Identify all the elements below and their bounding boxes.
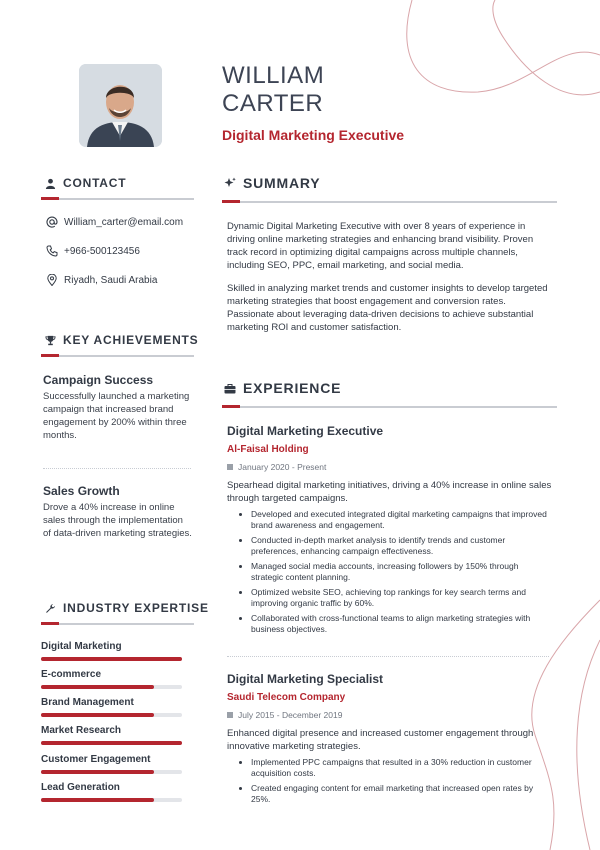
- expertise-heading-label: INDUSTRY EXPERTISE: [63, 601, 209, 615]
- skill-name: Digital Marketing: [41, 641, 122, 652]
- skill-item: [41, 725, 182, 745]
- job-dates-text: January 2020 - Present: [238, 462, 327, 472]
- at-icon: [46, 216, 58, 228]
- summary-rule: [222, 201, 557, 203]
- trophy-icon: [45, 335, 56, 346]
- job-bullet: • Developed and executed integrated digital marketing campaigns that improved brand awareness and engagement.: [251, 509, 552, 531]
- skill-bar: [41, 657, 182, 661]
- skill-bar: [41, 770, 182, 774]
- job-bullet: • Managed social media accounts, increasing followers by 150% through strategic content planning.: [251, 561, 552, 583]
- wrench-icon: [45, 603, 56, 614]
- summary-paragraph: Dynamic Digital Marketing Executive with over 8 years of experience in driving online marketing strategies and enhancing brand visibility. Proven track record in optimizing digital campaigns across multiple channels, including SEO, PPC, email marketing, and social media.: [227, 221, 534, 271]
- experience-heading-label: EXPERIENCE: [243, 380, 342, 396]
- job-bullets: [227, 757, 552, 805]
- job-bullet: • Created engaging content for email marketing that increased open rates by 25%.: [251, 783, 552, 805]
- calendar-icon: [227, 464, 233, 470]
- job-divider: [227, 656, 549, 657]
- job-bullet: • Optimized website SEO, achieving top rankings for key search terms and improving organic traffic by 60%.: [251, 587, 552, 609]
- achievement-item: [43, 484, 193, 540]
- job-company: Al-Faisal Holding: [227, 444, 309, 455]
- job-intro: Enhanced digital presence and increased customer engagement through innovative marketing strategies.: [227, 728, 534, 752]
- achievements-heading-label: KEY ACHIEVEMENTS: [63, 333, 199, 347]
- contact-email[interactable]: [46, 216, 183, 228]
- job-bullet: • Conducted in-depth market analysis to identify trends and customer preferences, enhancing campaign effectiveness.: [251, 535, 552, 557]
- contact-heading-label: CONTACT: [63, 176, 127, 190]
- skill-bar-fill: [41, 685, 154, 689]
- skill-name: Lead Generation: [41, 782, 120, 793]
- skill-item: [41, 697, 182, 717]
- calendar-icon: [227, 712, 233, 718]
- skill-bar: [41, 741, 182, 745]
- skill-bar: [41, 713, 182, 717]
- job-title: Digital Marketing Specialist: [227, 672, 384, 686]
- location-pin-icon: [46, 274, 58, 286]
- skill-bar: [41, 798, 182, 802]
- phone-icon: [46, 245, 58, 257]
- skill-name: E-commerce: [41, 669, 102, 680]
- job-intro: Spearhead digital marketing initiatives, driving a 40% increase in online sales through targeted campaigns.: [227, 480, 552, 504]
- job-dates: [227, 462, 552, 472]
- skill-bar-fill: [41, 713, 154, 717]
- achievement-item: [43, 373, 193, 442]
- skill-item: [41, 669, 182, 689]
- job-title: Digital Marketing Executive: [227, 424, 384, 438]
- skill-bar-fill: [41, 657, 182, 661]
- contact-email-text: William_carter@email.com: [64, 216, 184, 228]
- skill-name: Brand Management: [41, 697, 134, 708]
- job-company: Saudi Telecom Company: [227, 692, 346, 703]
- contact-phone-text: +966-500123456: [64, 245, 140, 257]
- skill-bar-fill: [41, 770, 154, 774]
- achievement-desc: Successfully launched a marketing campaign that increased brand engagement by 200% within three months.: [43, 391, 190, 441]
- profile-name-last: CARTER: [222, 90, 324, 117]
- profile-photo: [79, 64, 162, 147]
- skill-name: Customer Engagement: [41, 754, 151, 765]
- job-bullet: • Collaborated with cross-functional teams to align marketing strategies with business objectives.: [251, 613, 552, 635]
- experience-heading: [224, 380, 341, 396]
- contact-location-text: Riyadh, Saudi Arabia: [64, 274, 158, 286]
- achievements-heading: [45, 333, 199, 347]
- job-dates: [227, 710, 552, 720]
- skill-bar-fill: [41, 798, 154, 802]
- achievement-desc: Drove a 40% increase in online sales through the implementation of data-driven marketing strategies.: [43, 502, 192, 539]
- skill-item: [41, 641, 182, 661]
- contact-heading: [45, 176, 126, 190]
- skill-item: [41, 754, 182, 774]
- contact-phone[interactable]: [46, 245, 140, 257]
- skill-item: [41, 782, 182, 802]
- achievement-title: Sales Growth: [43, 484, 120, 498]
- summary-paragraph: Skilled in analyzing market trends and customer insights to develop targeted marketing strategies that boost engagement and conversion rates. Passionate about leveraging data-driven decisions to achieve substantial marketing ROI and customer satisfaction.: [227, 283, 548, 333]
- job-dates-text: July 2015 - December 2019: [238, 710, 343, 720]
- profile-name-first: WILLIAM: [222, 62, 325, 89]
- summary-text: [227, 220, 552, 344]
- user-icon: [45, 178, 56, 189]
- summary-heading: [224, 175, 320, 191]
- job-bullet: • Implemented PPC campaigns that resulted in a 30% reduction in customer acquisition costs.: [251, 757, 552, 779]
- skill-name: Market Research: [41, 725, 122, 736]
- sparkle-icon: [224, 177, 236, 189]
- contact-rule: [41, 198, 194, 200]
- job-bullets: [227, 509, 552, 635]
- experience-rule: [222, 406, 557, 408]
- skill-bar-fill: [41, 741, 182, 745]
- job-entry: [227, 672, 552, 809]
- contact-location: [46, 274, 157, 286]
- achievement-divider: [43, 468, 191, 469]
- achievement-title: Campaign Success: [43, 373, 154, 387]
- expertise-rule: [41, 623, 194, 625]
- achievements-rule: [41, 355, 194, 357]
- profile-title: Digital Marketing Executive: [222, 127, 405, 143]
- profile-name: [222, 62, 324, 118]
- skill-bar: [41, 685, 182, 689]
- job-entry: [227, 424, 552, 639]
- expertise-heading: [45, 601, 209, 615]
- summary-heading-label: SUMMARY: [243, 175, 321, 191]
- briefcase-icon: [224, 383, 236, 394]
